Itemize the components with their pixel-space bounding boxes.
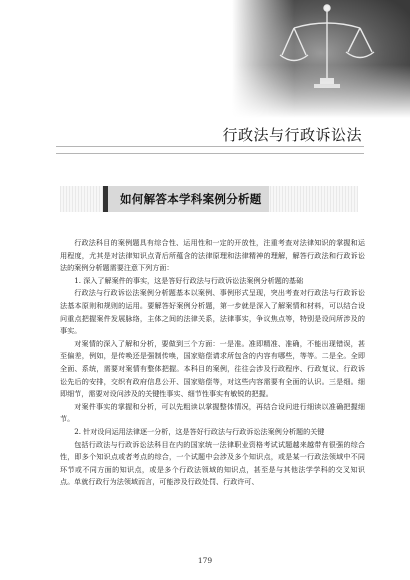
body-text: [60, 237, 365, 489]
section-title: 如何解答本学科案例分析题: [120, 192, 262, 206]
paragraph: 包括行政法与行政诉讼法科目在内的国家统一法律职业资格考试试题越来越带有很强的综合性，即多个知识点或者考点的综合，一个试题中会涉及多个知识点，或是某一行政法领域中不同环节或不同方面的知识点，或是多个行政法领域的知识点，甚至是与其他法学学科的交叉知识点。单就行政行为法领域而言，可能涉及行政处罚、行政许可、: [60, 439, 365, 487]
paragraph: 对案件事实的掌握和分析，可以先粗读以掌握整体情况，再结合设问进行细读以准确把握细节。: [60, 401, 365, 424]
paragraph: 对案情的深入了解和分析，要做到三个方面：一是准。准即精准、准确，不能出现错误，甚至偏差，例如，是传唤还是强制传唤，国家赔偿请求所包含的内容有哪些，等等。二是全。全即全面、系统，需要对案情有整体把握。本科目的案例，往往会涉及行政程序、行政复议、行政诉讼先后的安排，交织有政府信息公开、国家赔偿等，对这些内容需要有全面的认识。三是细。细即细节，需要对设问涉及的关键性事实、细节性事实有敏锐的把握。: [60, 338, 365, 399]
title-rule-bottom: [56, 153, 364, 154]
title-rule-top: [56, 146, 364, 147]
page-number: 179: [197, 556, 213, 565]
decorative-photo: [232, 0, 410, 118]
paragraph: 2. 针对设问运用法律逐一分析，这是答好行政法与行政诉讼法案例分析题的关键: [74, 426, 325, 436]
paragraph: 1. 深入了解案件的事实，这是答好行政法与行政诉讼法案例分析题的基础: [74, 275, 304, 285]
scales-of-justice-image: [232, 0, 410, 118]
paragraph: 行政法科目的案例题具有综合性、运用性和一定的开放性，注重考查对法律知识的掌握和运用程度，尤其是对法律知识点背后所蕴含的法律原理和法律精神的理解，解答行政法和行政诉讼法的案例分析题需要注意下列方面：: [60, 238, 365, 273]
chapter-title: 行政法与行政诉讼法: [222, 126, 362, 144]
paragraph: 行政法与行政诉讼法案例分析题基本以案例、事例形式呈现，突出考查对行政法与行政诉讼法基本原则和规则的运用。要解答好案例分析题，第一步就是深入了解案情和材料，可以结合设问重点把握案件发展脉络，主体之间的法律关系，法律事实，争议焦点等，特别是设问所涉及的事实。: [60, 288, 365, 336]
